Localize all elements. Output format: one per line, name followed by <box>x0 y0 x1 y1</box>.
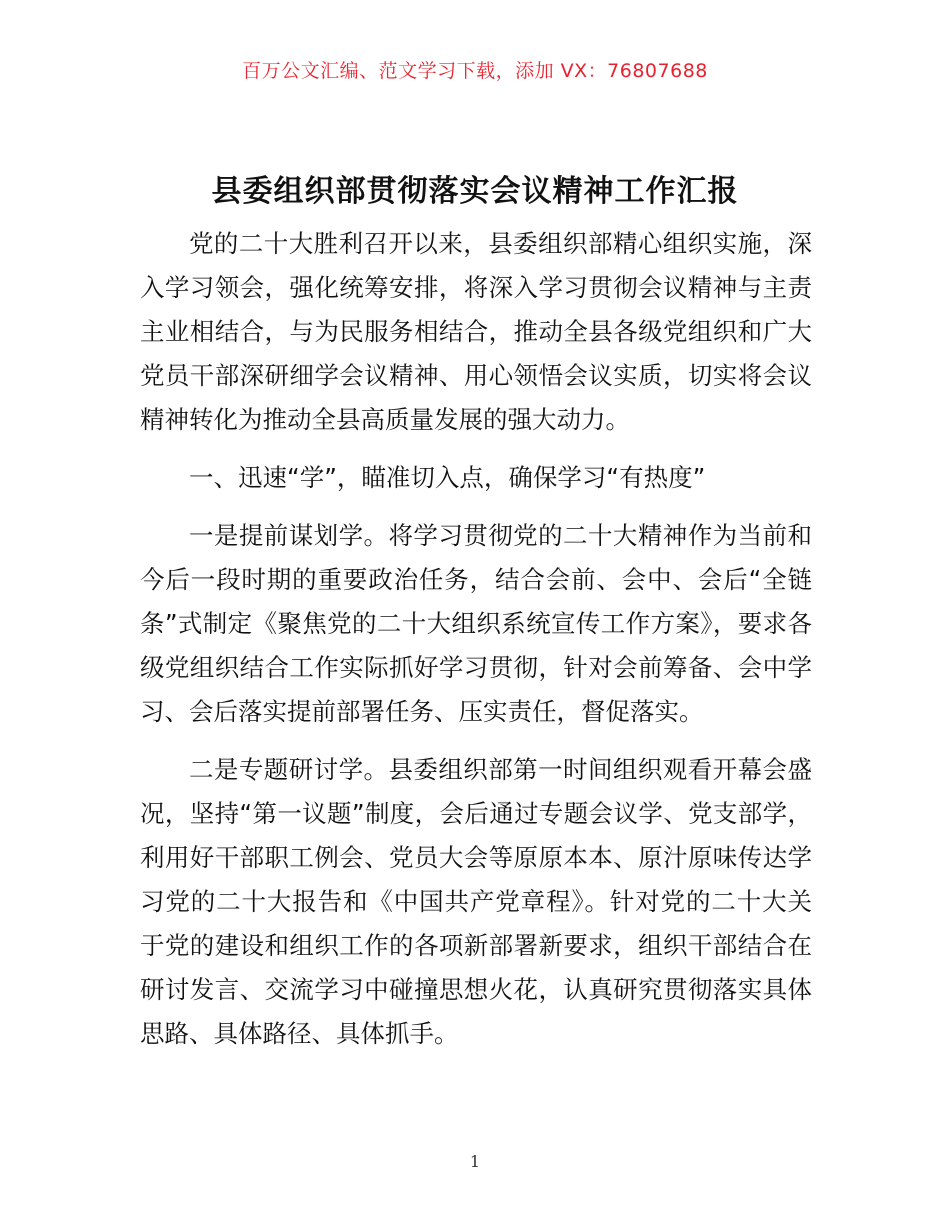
intro-paragraph: 党的二十大胜利召开以来，县委组织部精心组织实施，深入学习领会，强化统筹安排，将深入学习贯彻会议精神与主责主业相结合，与为民服务相结合，推动全县各级党组织和广大党员干部深研细学会议精神、用心领悟会议实质，切实将会议精神转化为推动全县高质量发展的强大动力。 <box>140 229 812 434</box>
document-body <box>140 222 812 1070</box>
document-title: 县委组织部贯彻落实会议精神工作汇报 <box>211 174 739 209</box>
page-number: 1 <box>469 1152 481 1171</box>
header-banner: 百万公文汇编、范文学习下载，添加 VX：76807688 <box>242 60 708 82</box>
body-paragraph: 一是提前谋划学。将学习贯彻党的二十大精神作为当前和今后一段时期的重要政治任务，结合会前、会中、会后“全链条”式制定《聚焦党的二十大组织系统宣传工作方案》，要求各级党组织结合工作实际抓好学习贯彻，针对会前筹备、会中学习、会后落实提前部署任务、压实责任，督促落实。 <box>140 521 812 726</box>
body-paragraph: 二是专题研讨学。县委组织部第一时间组织观看开幕会盛况，坚持“第一议题”制度，会后通过专题会议学、党支部学，利用好干部职工例会、党员大会等原原本本、原汁原味传达学习党的二十大报告和《中国共产党章程》。针对党的二十大关于党的建设和组织工作的各项新部署新要求，组织干部结合在研讨发言、交流学习中碰撞思想火花，认真研究贯彻落实具体思路、具体路径、具体抓手。 <box>140 755 812 1048</box>
section-heading: 一、迅速“学”，瞄准切入点，确保学习“有热度” <box>189 463 706 492</box>
